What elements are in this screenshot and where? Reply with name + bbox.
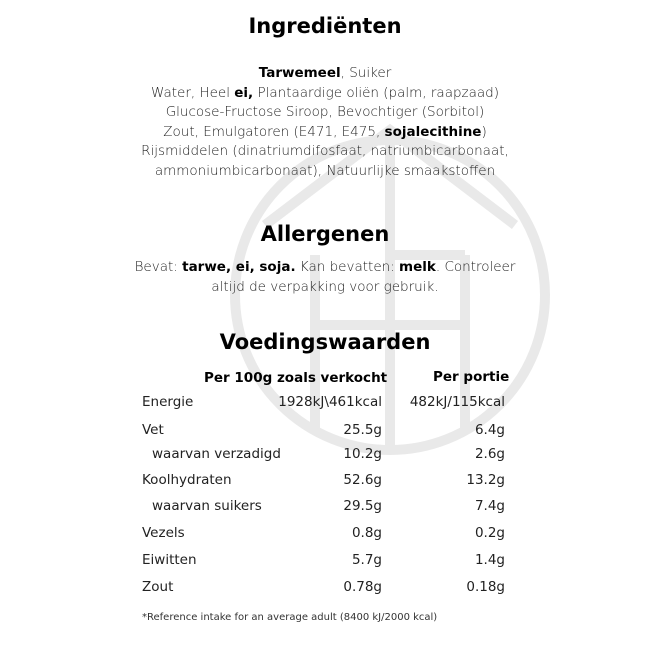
ingredient-bold-text: sojalecithine xyxy=(384,123,482,140)
ingredient-line xyxy=(100,84,550,104)
value-per-portion: 0.18g xyxy=(466,579,505,595)
ingredient-text: ammoniumbicarbonaat), Natuurlijke smaakstoffen xyxy=(154,162,496,179)
allergen-text: . Controleer xyxy=(435,259,516,275)
ingredient-text: Rijsmiddelen (dinatriumdifosfaat, natriumbicarbonaat, xyxy=(141,143,509,160)
ingredient-text: , Suiker xyxy=(340,65,392,81)
value-per-portion: 2.6g xyxy=(474,446,505,462)
nutrient-label: waarvan verzadigd xyxy=(152,446,281,462)
nutrition-row xyxy=(142,394,508,414)
value-per-portion: 13.2g xyxy=(466,472,505,488)
ingredient-text: ) xyxy=(481,123,487,140)
ingredient-line xyxy=(100,142,550,162)
allergens-text xyxy=(100,258,550,297)
value-per-100g: 0.8g xyxy=(351,525,382,541)
ingredient-line xyxy=(100,103,550,123)
value-per-100g: 1928kJ\461kcal xyxy=(278,394,382,410)
allergen-line xyxy=(100,278,550,298)
ingredient-text: Glucose-Fructose Siroop, Bevochtiger (Sorbitol) xyxy=(165,104,485,121)
ingredient-bold-text: Tarwemeel xyxy=(258,65,341,81)
nutrition-title: Voedingswaarden xyxy=(219,330,431,354)
ingredient-text: Water, Heel xyxy=(150,84,235,101)
nutrition-row xyxy=(142,579,508,599)
nutrient-label: Energie xyxy=(142,394,194,410)
nutrition-row xyxy=(142,422,508,442)
column-header-per-portion: Per portie xyxy=(433,369,510,385)
value-per-100g: 0.78g xyxy=(343,579,382,595)
value-per-100g: 52.6g xyxy=(343,472,382,488)
allergen-text: altijd de verpakking voor gebruik. xyxy=(211,278,439,295)
nutrient-label: Vet xyxy=(142,422,164,438)
footnote: *Reference intake for an average adult (8400 kJ/2000 kcal) xyxy=(142,612,438,623)
nutrition-row xyxy=(142,525,508,545)
ingredients-title: Ingrediënten xyxy=(248,14,402,38)
column-header-per-100g: Per 100g zoals verkocht xyxy=(204,370,388,386)
nutrient-label: Koolhydraten xyxy=(142,472,232,488)
nutrition-row xyxy=(142,498,508,518)
nutrient-label: Eiwitten xyxy=(142,552,197,568)
nutrition-row xyxy=(142,472,508,492)
value-per-portion: 0.2g xyxy=(474,525,505,541)
ingredient-bold-text: ei, xyxy=(234,84,254,101)
allergen-text: Bevat: xyxy=(134,259,183,275)
value-per-portion: 1.4g xyxy=(474,552,505,568)
ingredient-text: Plantaardige oliën (palm, raapzaad) xyxy=(253,84,500,101)
value-per-100g: 5.7g xyxy=(351,552,382,568)
value-per-portion: 6.4g xyxy=(474,422,505,438)
allergen-bold-text: melk xyxy=(399,259,436,275)
nutrition-row xyxy=(142,446,508,466)
ingredients-list xyxy=(100,64,550,182)
value-per-portion: 7.4g xyxy=(474,498,505,514)
nutrient-label: waarvan suikers xyxy=(152,498,262,514)
ingredient-line xyxy=(100,123,550,143)
value-per-100g: 10.2g xyxy=(343,446,382,462)
ingredient-line xyxy=(100,64,550,84)
allergen-bold-text: tarwe, ei, soja. xyxy=(182,259,296,275)
allergen-line xyxy=(100,258,550,278)
allergen-text: Kan bevatten: xyxy=(295,259,400,275)
value-per-100g: 29.5g xyxy=(343,498,382,514)
allergens-title: Allergenen xyxy=(260,222,390,246)
nutrient-label: Vezels xyxy=(142,525,185,541)
ingredient-text: Zout, Emulgatoren (E471, E475, xyxy=(163,123,385,140)
nutrition-row xyxy=(142,552,508,572)
value-per-portion: 482kJ/115kcal xyxy=(409,394,505,410)
ingredient-line xyxy=(100,162,550,182)
nutrient-label: Zout xyxy=(142,579,174,595)
value-per-100g: 25.5g xyxy=(343,422,382,438)
